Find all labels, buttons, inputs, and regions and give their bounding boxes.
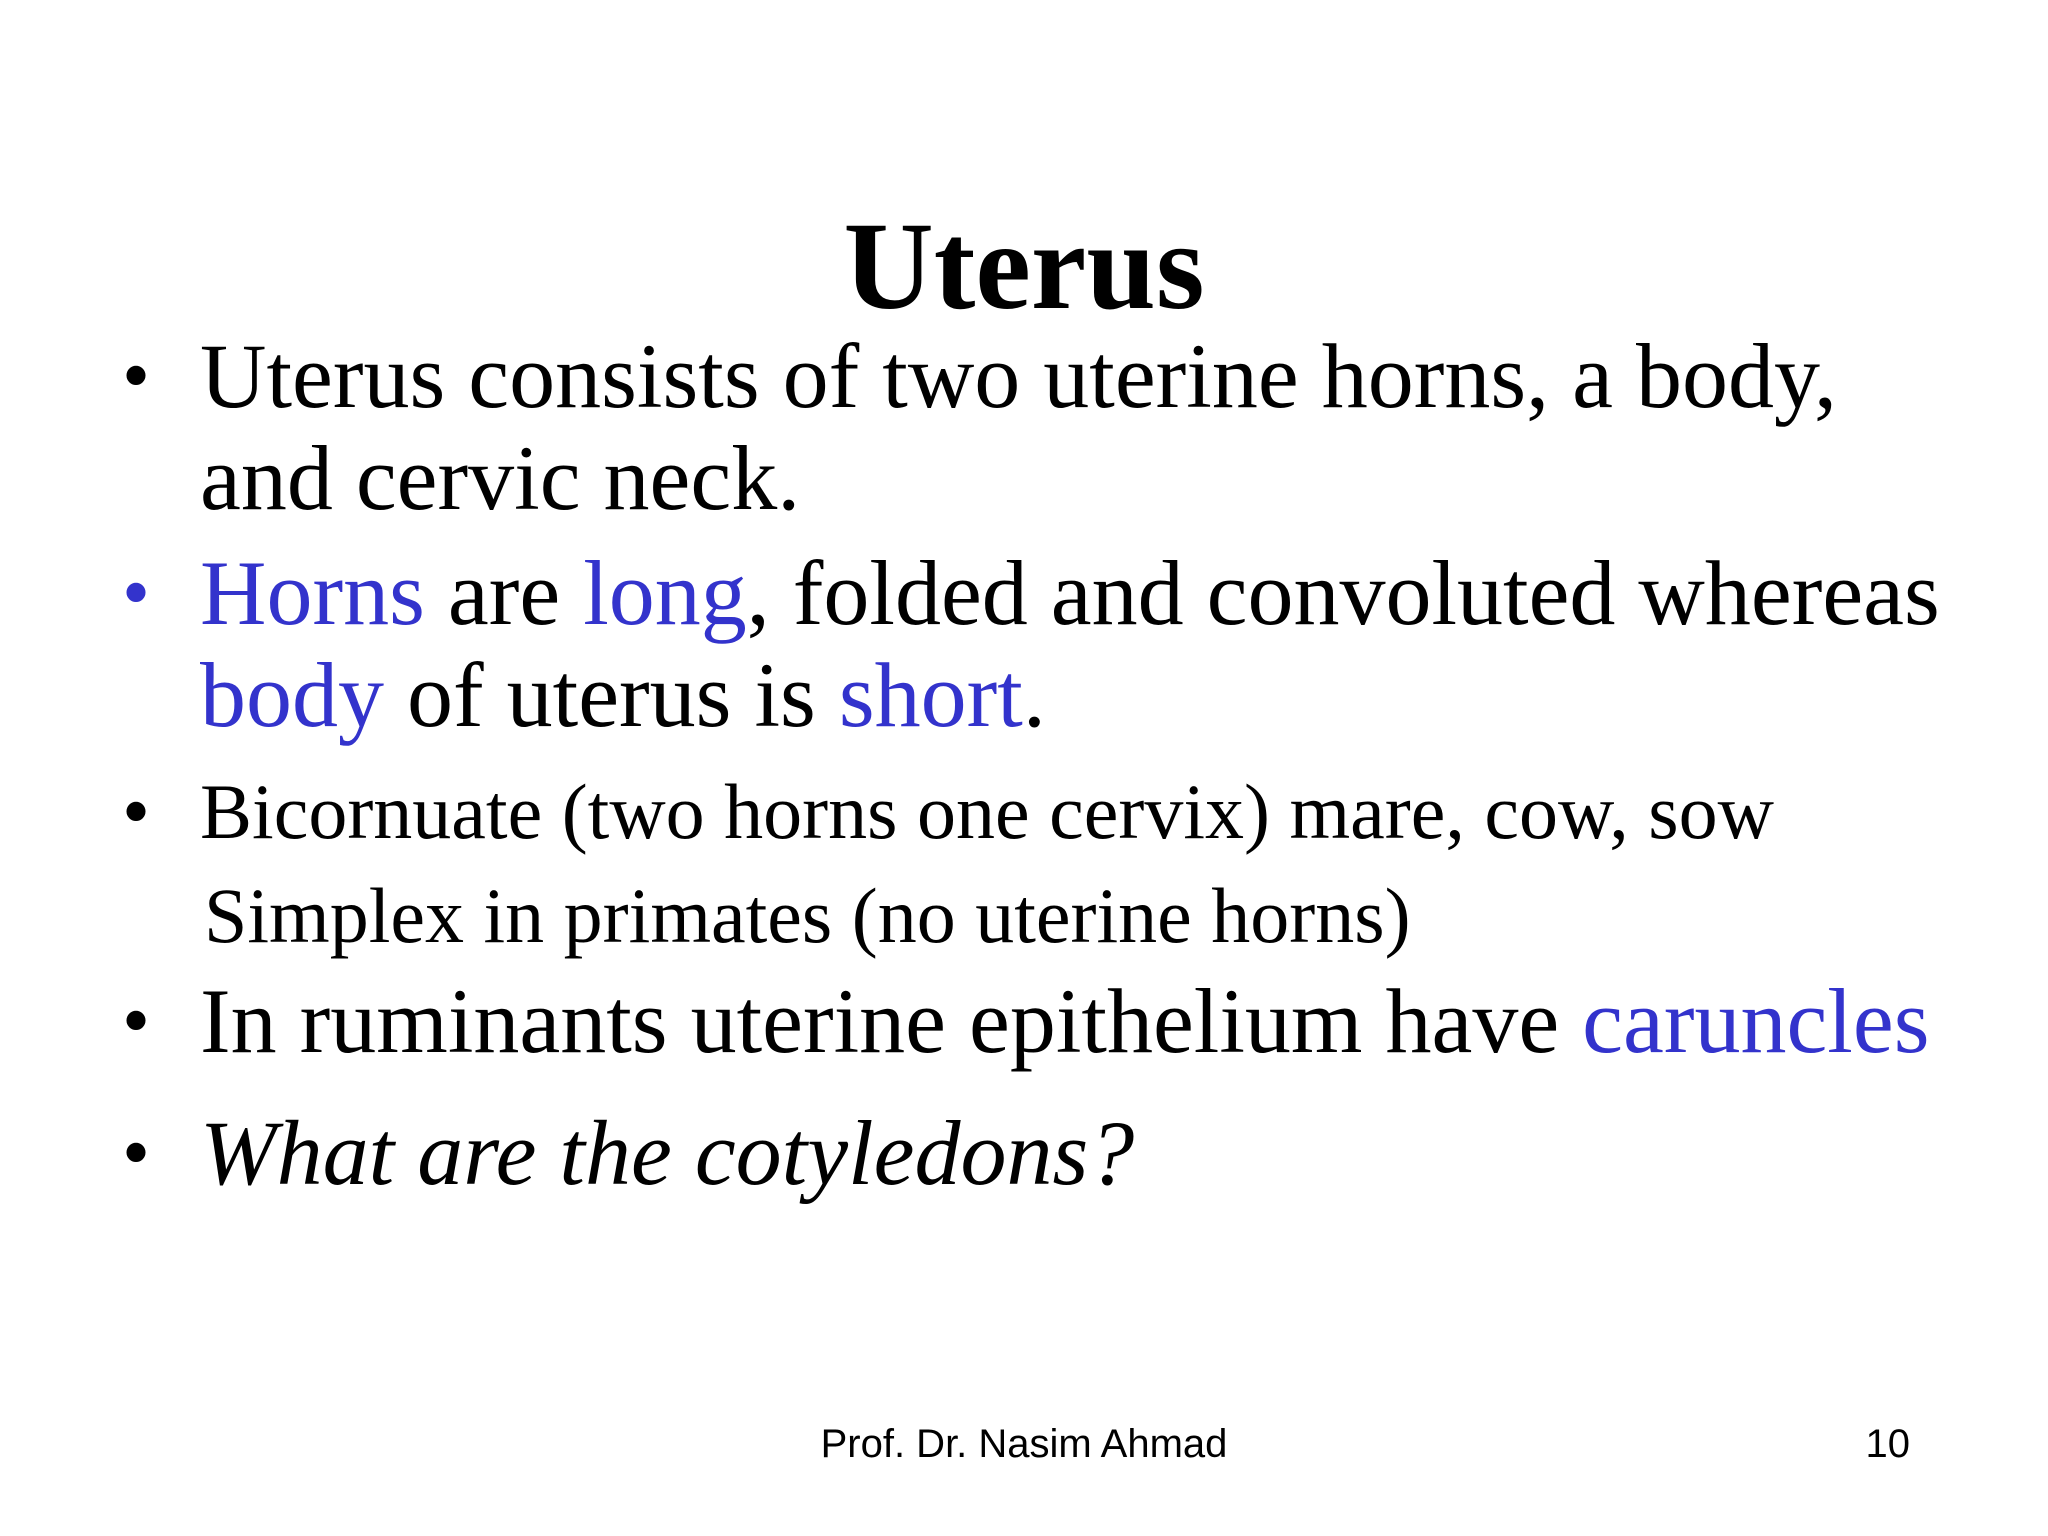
bullet-text: . (1022, 644, 1046, 746)
question-text: What are the cotyledons? (200, 1102, 1135, 1204)
bullet-item-question (122, 1102, 1960, 1204)
bullet-text-bicornuate: Bicornuate (two horns one cervix) mare, cow, sow (200, 768, 1774, 855)
highlight-term-long: long (583, 542, 747, 644)
slide-title: Uterus (843, 198, 1205, 336)
bullet-text: , folded and convoluted whereas (746, 542, 1940, 644)
bullet-item-uterus-parts (122, 325, 1960, 529)
highlight-term-short: short (838, 644, 1023, 746)
highlight-term-caruncles: caruncles (1582, 970, 1930, 1072)
highlight-term-horns: Horns (200, 542, 425, 644)
bullet-text: are (424, 542, 584, 644)
bullet-text-simplex: Simplex in primates (no uterine horns) (204, 872, 1411, 959)
bullet-item-caruncles (122, 970, 1960, 1072)
bullet-dot: • (122, 1109, 151, 1197)
bullet-text: In ruminants uterine epithelium have (200, 970, 1583, 1072)
bullet-dot: • (122, 977, 151, 1065)
bullet-item-uterus-types (122, 760, 1960, 968)
page-number: 10 (1865, 1422, 1910, 1466)
bullet-text: Uterus consists of two uterine horns, a body, and cervic neck. (200, 325, 1837, 529)
bullet-dot: • (122, 549, 151, 637)
bullet-dot: • (122, 332, 151, 420)
bullet-item-horns-body (122, 542, 1960, 746)
bullet-dot: • (122, 768, 151, 856)
footer-author: Prof. Dr. Nasim Ahmad (820, 1422, 1228, 1466)
highlight-term-body: body (200, 644, 384, 746)
bullet-text: of uterus is (384, 644, 839, 746)
